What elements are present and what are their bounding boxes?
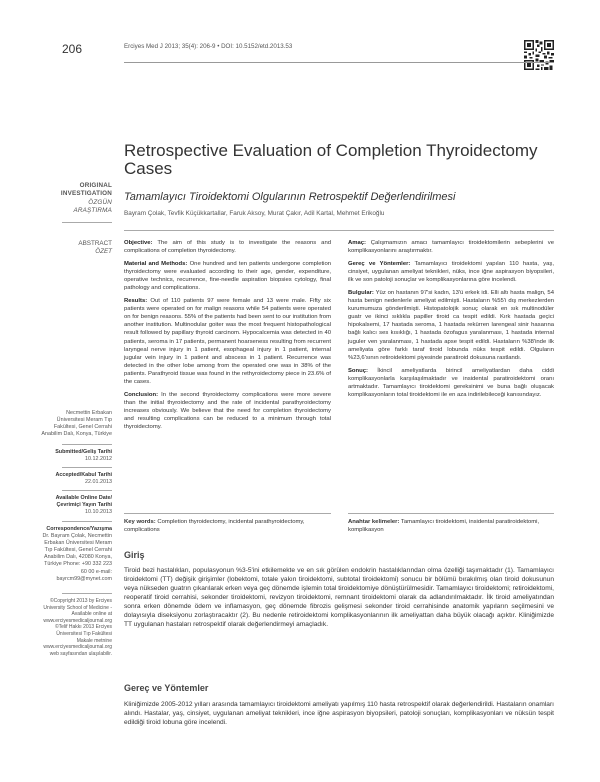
article-type-label: ORIGINAL INVESTIGATION ÖZGÜN ARAŞTIRMA xyxy=(60,182,112,215)
keywords-english: Key words: Completion thyroidectomy, incidental parathyroidectomy, complications xyxy=(124,519,305,533)
page-number: 206 xyxy=(62,42,83,56)
affiliation: Necmettin Erbakan Üniversitesi Meram Tıp Fakültesi, Genel Cerrahi Anabilim Dalı, Konya, Türkiye xyxy=(41,410,112,438)
side-divider xyxy=(62,490,112,491)
side-divider xyxy=(62,521,112,522)
article-title: Retrospective Evaluation of Completion Thyroidectomy Cases xyxy=(124,141,538,178)
header-rule xyxy=(124,62,554,63)
keywords-turkish: Anahtar kelimeler: Tamamlayıcı tiroidektomi, insidental paratiroidektomi, komplikasyon xyxy=(348,519,540,533)
section-heading-intro: Giriş xyxy=(124,550,145,560)
submitted-info: Submitted/Geliş Tarihi 10.12.2012 xyxy=(55,449,112,463)
ozet-amac: Amaç: Çalışmamızın amacı tamamlayıcı tiroidektomilerin sebeplerini ve komplikasyonlarını araştırmaktır. xyxy=(348,240,554,255)
abstract-conclusion: Conclusion: In the second thyroidectomy complications were more severe than the initial thyroidectomy and the rate of incidental parathyroidectomy increases obviously. We believe that the need for completion thyroidectomy and resulting complications can be reduced to a minimum through total thyroidectomy. xyxy=(124,391,331,430)
copyright: ©Copyright 2013 by Erciyes University School of Medicine - Available online at www.erciyesmedicaljournal.org ©Telif Hakkı 2013 Erciyes Üniversitesi Tıp Fakültesi Makale metnine www.erciyesmedicaljournal.org web sayfasından ulaşılabilir. xyxy=(43,598,112,657)
abstract-english xyxy=(124,239,331,436)
abstract-turkish xyxy=(348,239,554,404)
article-subtitle: Tamamlayıcı Tiroidektomi Olgularının Retrospektif Değerlendirilmesi xyxy=(124,191,456,203)
side-divider xyxy=(62,593,112,594)
abstract-rule xyxy=(124,230,554,231)
accepted-info: Accepted/Kabul Tarihi 22.01.2013 xyxy=(55,472,112,486)
journal-citation: Erciyes Med J 2013; 35(4): 206-9 • DOI: 10.5152/etd.2013.53 xyxy=(124,43,293,50)
abstract-methods: Material and Methods: One hundred and ten patients undergone completion thyroidectomy were evaluated according to their age, gender, expenditure, operative technics, recurrence, fine-needle aspiration biopsies cytology, final pathology and complications. xyxy=(124,261,332,292)
qr-code-icon xyxy=(524,40,554,70)
intro-paragraph: Tiroid bezi hastalıkları, populasyonun %3-5'ini etkilemekte ve en sık görülen endokrin hastalıklarından olma özelliği taşımaktadır (1). Tamamlayıcı tiroidektomi (TT) değişik girişimler (lobektomi, totale yakın tiroidektomi, subtotal tiroidektomi) sonucu bir bölümü bırakılmış olan tiroid dokusunun veya nükseden guatrın çıkarılarak erken veya geç dönemde işlemin total tiroidektomiye dönüştürülmesidir. Tamamlayıcı tiroidektomi; retiroidektomi, reoperatif tiroid cerrahisi, sekonder tiroidektomi, revizyon tiroidektomi, remnant tiroidektomi olarak da adlandırılmaktadır. İlk tiroid ameliyatından sonra erken dönemde ödem ve inflamasyon, geç dönemde fibrozis gelişmesi sekonder tiroid cerrahisinde anatomik yapıların seçilmesini ve dolayısıyla diseksiyonu zorlaştıracaktır (2). Bu nedenle retiroidektomi komplikasyonlarının ilk ameliyattan daha büyük olacağı açıktır. Kliniğimizde TT uygulanan hastaları retrospektif olarak değerlendirmeyi amaçladık. xyxy=(124,567,554,629)
correspondence-email[interactable]: bayrcm99@mynet.com xyxy=(56,575,112,582)
correspondence: Correspondence/Yazışma Dr. Bayram Çolak, Necmettin Erbakan Üniversitesi Meram Tıp Fakültesi, Genel Cerrahi Anabilim Dalı, 42080 Konya, Türkiye Phone: +90 332 223 60 00 e-mail: bayrcm99@mynet.com xyxy=(42,526,112,582)
keywords-rule-en xyxy=(124,513,331,514)
keywords-rule-tr xyxy=(348,513,554,514)
abstract-label: ABSTRACT ÖZET xyxy=(78,240,112,256)
author-list: Bayram Çolak, Tevfik Küçükkartallar, Faruk Aksoy, Murat Çakır, Adil Kartal, Mehmet Erikoğlu xyxy=(124,210,385,217)
ozet-yontem: Gereç ve Yöntemler: Tamamlayıcı tiroidektomi yapılan 110 hasta, yaş, cinsiyet, uygulanan ameliyat teknikleri, nüks, ince iğne aspirasyon biyopsileri, ilk ve son patoloji sonuçlar ve komplikasyonlarına göre incelendi. xyxy=(348,261,554,284)
abstract-results: Results: Out of 110 patients 97 were female and 13 were male. Fifty six patients were operated on for malign reasons while 54 patients were operated on for benign reasons. 55% of the patients had been sent to our institution from another institution. Multinodular goiter was the most frequent histopathological result followed by papillary thyroid carcinom. Hypocalcemia was detected in 40 patients, seroma in 17 patients, permanent hoarseness resulting from recurrent laryngeal nerve injury in 1 patient, esophageal injury in 1 patient, internal jugular vein injury in 1 patient and abscess in 1 patient. Recurrence was detected in the other lobe among from the operated one was in 38% of the patients. Parathyroid tissue was found in the rethyroidectomy piece in 23.6% of the cases. xyxy=(124,298,331,385)
ozet-bulgular: Bulgular: Yüz on hastanın 97'si kadın, 13'ü erkek idi. Elli altı hasta malign, 54 hasta benign nedenlerle ameliyat edilmişti. Hastaların %55'i dış merkezlerden kurumumuza gönderilmişti. Histopatolojik sonuç olarak en sık multinodüler guatr ve ikinci sıklıkla papiller tiroid ca tespit edildi. Kırk hastada geçici hipokalsemi, 17 hastada seroma, 1 hastada rekürren larengeal sinir hasarına bağlı kalıcı ses kısıklığı, 1 hastada özofagus yaralanması, 1 hastada internal juguler ven yaralanması, 1 hastada apse tespit edildi. Hastaların %38'inde ilk ameliyata göre farklı taraf tiroid lobunda nüks tespit edildi. Olguların %23,6'sının retiroidektomi piyesinde paratiroid dokusuna rastlandı. xyxy=(348,290,554,361)
section-heading-methods: Gereç ve Yöntemler xyxy=(124,683,209,693)
abstract-objective: Objective: The aim of this study is to investigate the reasons and complications of completion thyroidectomy. xyxy=(124,240,331,255)
side-divider xyxy=(62,222,112,223)
online-info: Available Online Date/ Çevrimiçi Yayın Tarihi 10.10.2013 xyxy=(55,495,112,516)
side-divider xyxy=(62,444,112,445)
side-divider xyxy=(62,467,112,468)
ozet-sonuc: Sonuç: İkincil ameliyatlarda birincil ameliyatlardan daha ciddi komplikasyonlarla karşılaşılmaktadır ve insidental paratiroidektomi oranı artmaktadır. Tamamlayıcı tiroidektomi gereksinimi ve buna bağlı oluşacak komplikasyonların total tiroidektomi ile en aza indirilebileceği kanısındayız. xyxy=(348,367,554,398)
methods-paragraph: Kliniğimizde 2005-2012 yılları arasında tamamlayıcı tiroidektomi ameliyatı yapılmış 110 hasta retrospektif olarak değerlendirildi. Hastaların onamları alındı. Hastalar, yaş, cinsiyet, uygulanan ameliyat teknikleri, ince iğne aspirasyon biyopsileri, patoloji sonuçları, komplikasyonları ve nüksün tespit edildiği tiroid lobuna göre incelendi. xyxy=(124,701,554,727)
